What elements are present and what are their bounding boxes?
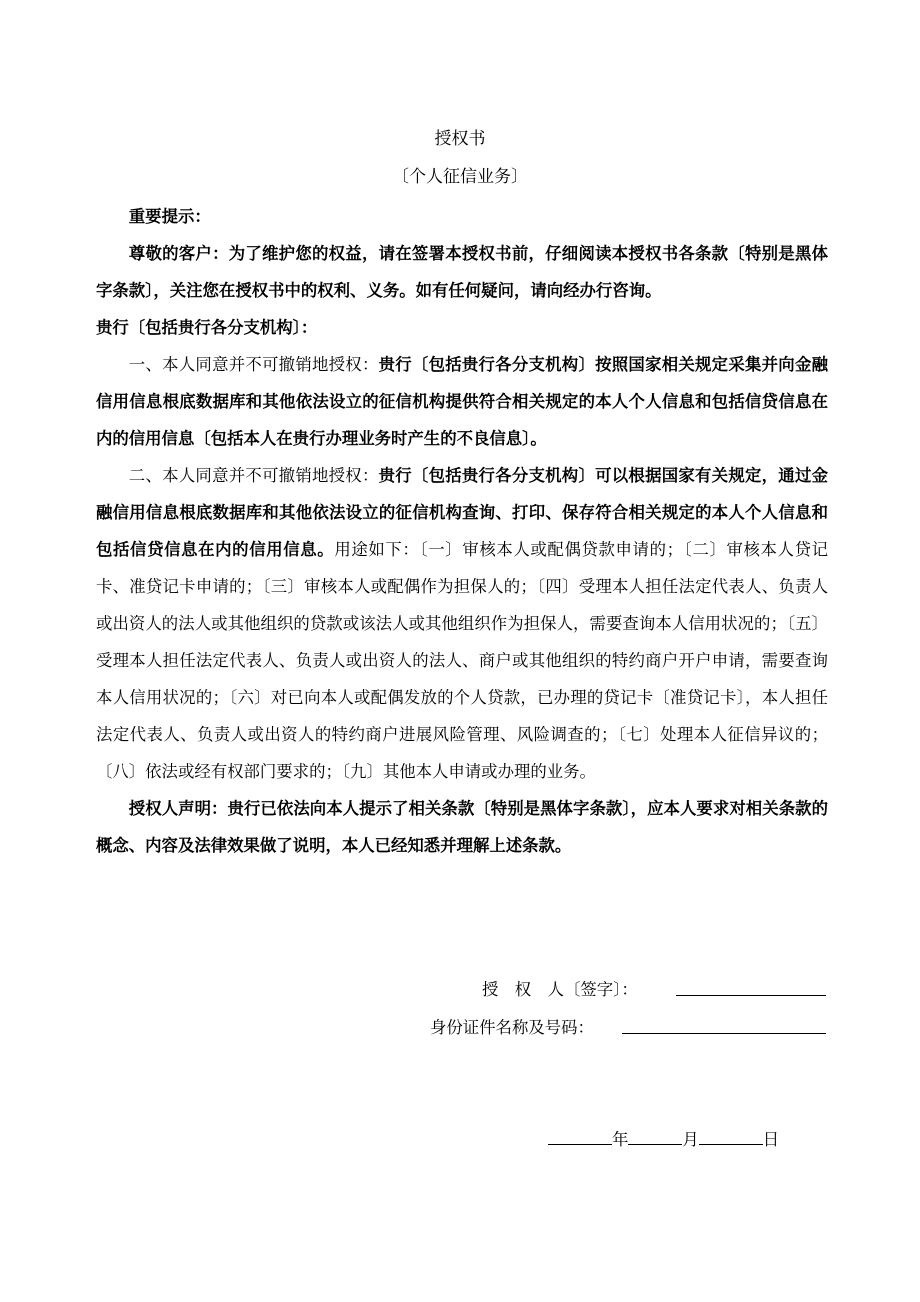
- day-blank[interactable]: [699, 1130, 763, 1145]
- notice-body: 尊敬的客户：为了维护您的权益，请在签署本授权书前，仔细阅读本授权书各条款〔特别是黑体字条款〕，关注您在授权书中的权利、义务。如有任何疑问，请向经办行咨询。: [96, 244, 828, 300]
- id-label: 身份证件名称及号码：: [430, 1018, 594, 1037]
- month-blank[interactable]: [628, 1130, 682, 1145]
- year-label: 年: [612, 1130, 629, 1149]
- clause-2-purposes: 用途如下：〔一〕审核本人或配偶贷款申请的；〔二〕审核本人贷记卡、准贷记卡申请的；〔三〕审核本人或配偶作为担保人的；〔四〕受理本人担任法定代表人、负责人或出资人的法人或其他组织的贷款或该法人或其他组织作为担保人，需要查询本人信用状况的；〔五〕受理本人担任法定代表人、负责人或出资人的法人、商户或其他组织的特约商户开户申请，需要查询本人信用状况的；〔六〕对已向本人或配偶发放的个人贷款，已办理的贷记卡〔准贷记卡〕，本人担任法定代表人、负责人或出资人的特约商户进展风险管理、风险调查的；〔七〕处理本人征信异议的；〔八〕依法或经有权部门要求的；〔九〕其他本人申请或办理的业务。: [96, 540, 828, 781]
- date-row: [548, 1126, 779, 1150]
- declaration: 授权人声明：贵行已依法向本人提示了相关条款〔特别是黑体字条款〕，应本人要求对相关条款的概念、内容及法律效果做了说明，本人已经知悉并理解上述条款。: [96, 799, 828, 855]
- year-blank[interactable]: [548, 1130, 612, 1145]
- clause-2: [96, 457, 828, 790]
- id-number-line[interactable]: [622, 1033, 826, 1034]
- notice-heading: 重要提示：: [128, 207, 211, 226]
- document-body: [96, 198, 828, 864]
- addressee: 贵行〔包括贵行各分支机构〕：: [96, 318, 318, 337]
- day-label: 日: [762, 1130, 780, 1149]
- clause-1: [96, 346, 828, 457]
- month-label: 月: [682, 1130, 699, 1149]
- clause-2-bold: 贵行〔包括贵行各分支机构〕可以根据国家有关规定，通过金融信用信息根底数据库和其他依法设立的征信机构查询、打印、保存符合相关规定的本人个人信息和包括信贷信息在内的信用信息。: [96, 466, 829, 559]
- document-title: 授权书: [434, 129, 486, 149]
- clause-1-prefix: 一、本人同意并不可撤销地授权：: [128, 355, 379, 374]
- authorizer-signature-line[interactable]: [676, 995, 826, 996]
- document-subtitle: 〔个人征信业务〕: [392, 167, 528, 187]
- clause-2-prefix: 二、本人同意并不可撤销地授权：: [128, 466, 379, 485]
- clause-1-bold: 贵行〔包括贵行各分支机构〕按照国家相关规定采集并向金融信用信息根底数据库和其他依法设立的征信机构提供符合相关规定的本人个人信息和包括信贷信息在内的信用信息〔包括本人在贵行办理业务时产生的不良信息〕。: [96, 355, 829, 448]
- authorizer-label: 授 权 人〔签字〕：: [482, 980, 638, 999]
